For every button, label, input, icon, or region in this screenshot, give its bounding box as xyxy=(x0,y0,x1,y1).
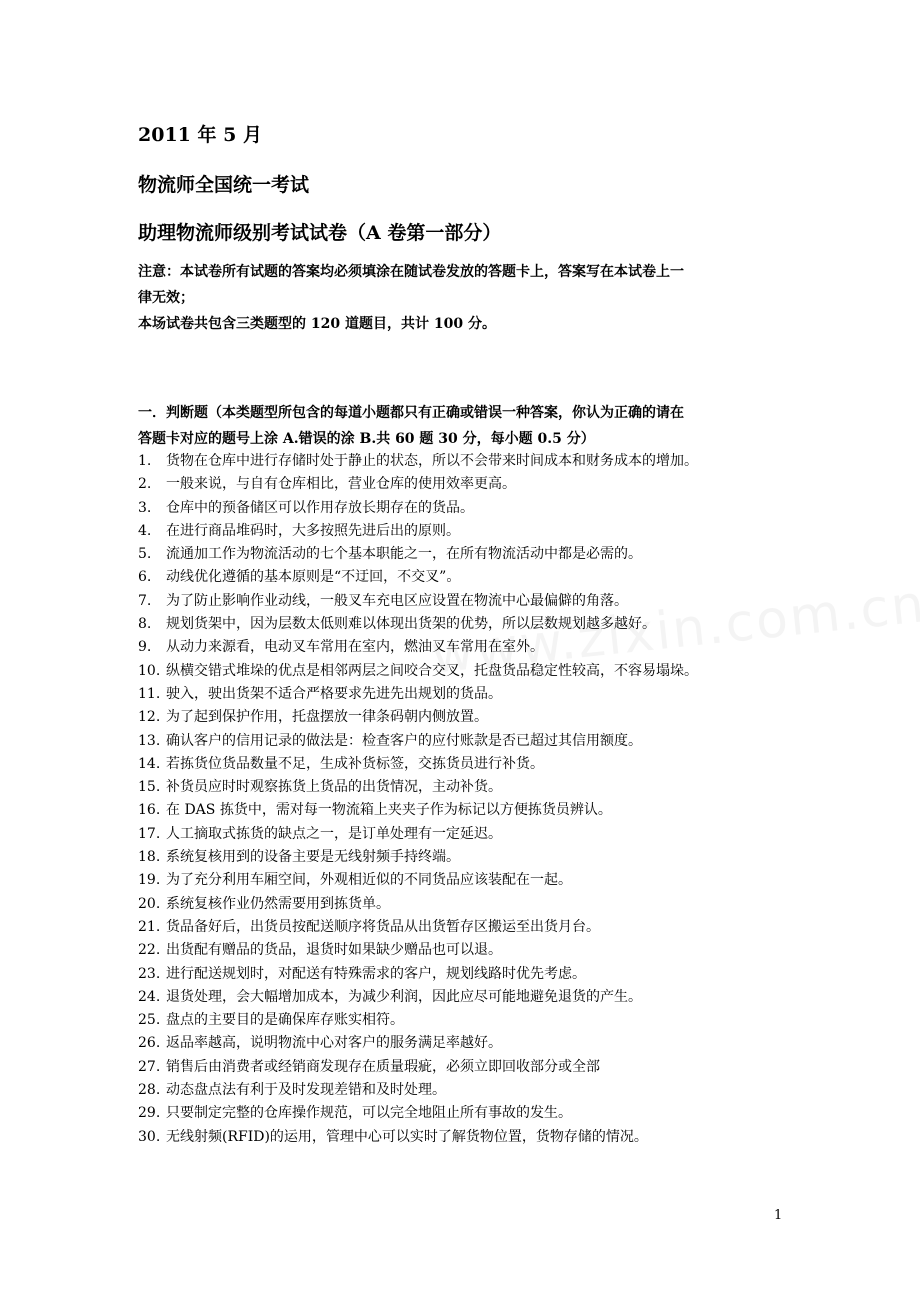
question-item xyxy=(138,1126,798,1149)
question-number: 23. xyxy=(138,965,161,982)
question-item xyxy=(138,963,798,986)
question-item xyxy=(138,566,798,589)
question-number: 10. xyxy=(138,662,161,679)
question-number: 3. xyxy=(138,499,152,516)
question-text: 在 DAS 拣货中，需对每一物流箱上夹夹子作为标记以方便拣货员辨认。 xyxy=(166,802,612,819)
question-text: 从动力来源看，电动叉车常用在室内，燃油叉车常用在室外。 xyxy=(166,639,544,656)
question-item xyxy=(138,846,798,869)
question-number: 4. xyxy=(138,522,152,539)
question-text: 补货员应时时观察拣货上货品的出货情况，主动补货。 xyxy=(166,779,502,796)
question-item xyxy=(138,799,798,822)
question-number: 2. xyxy=(138,476,152,493)
question-item xyxy=(138,1056,798,1079)
question-text: 流通加工作为物流活动的七个基本职能之一，在所有物流活动中都是必需的。 xyxy=(166,546,642,563)
question-number: 15. xyxy=(138,779,161,796)
question-text: 驶入，驶出货架不适合严格要求先进先出规划的货品。 xyxy=(166,685,502,702)
question-number: 27. xyxy=(138,1058,161,1075)
question-text: 仓库中的预备储区可以作用存放长期存在的货品。 xyxy=(166,499,474,516)
exam-name: 物流师全国统一考试 xyxy=(138,174,310,196)
question-item xyxy=(138,916,798,939)
question-number: 30. xyxy=(138,1128,161,1145)
question-number: 19. xyxy=(138,872,161,889)
question-text: 系统复核作业仍然需要用到拣货单。 xyxy=(166,895,390,912)
question-item xyxy=(138,776,798,799)
question-list xyxy=(138,450,798,1149)
question-text: 人工摘取式拣货的缺点之一，是订单处理有一定延迟。 xyxy=(166,825,502,842)
question-number: 29. xyxy=(138,1105,161,1122)
question-item xyxy=(138,520,798,543)
question-item xyxy=(138,753,798,776)
question-text: 系统复核用到的设备主要是无线射频手持终端。 xyxy=(166,849,460,866)
question-item xyxy=(138,613,798,636)
question-number: 12. xyxy=(138,709,161,726)
question-number: 6. xyxy=(138,569,152,586)
section-heading xyxy=(138,400,788,452)
question-item xyxy=(138,1079,798,1102)
notice-line: 律无效； xyxy=(138,290,194,306)
question-number: 26. xyxy=(138,1035,161,1052)
question-text: 进行配送规划时，对配送有特殊需求的客户，规划线路时优先考虑。 xyxy=(166,965,586,982)
question-item xyxy=(138,986,798,1009)
question-item xyxy=(138,590,798,613)
question-item xyxy=(138,683,798,706)
question-item xyxy=(138,823,798,846)
question-text: 出货配有赠品的货品，退货时如果缺少赠品也可以退。 xyxy=(166,942,502,959)
question-number: 11. xyxy=(138,685,161,702)
question-number: 14. xyxy=(138,755,161,772)
question-number: 17. xyxy=(138,825,161,842)
question-text: 为了充分利用车厢空间，外观相近似的不同货品应该装配在一起。 xyxy=(166,872,572,889)
paper-title: 助理物流师级别考试试卷（A 卷第一部分） xyxy=(138,222,502,244)
exam-date: 2011 年 5 月 xyxy=(138,124,262,146)
question-text: 货物在仓库中进行存储时处于静止的状态，所以不会带来时间成本和财务成本的增加。 xyxy=(166,453,698,469)
question-text: 盘点的主要目的是确保库存账实相符。 xyxy=(166,1012,404,1029)
question-item xyxy=(138,543,798,566)
question-text: 纵横交错式堆垛的优点是相邻两层之间咬合交叉，托盘货品稳定性较高，不容易塌垛。 xyxy=(166,662,698,679)
question-text: 若拣货位货品数量不足，生成补货标签，交拣货员进行补货。 xyxy=(166,755,544,772)
question-text: 货品备好后，出货员按配送顺序将货品从出货暂存区搬运至出货月台。 xyxy=(166,918,600,935)
question-text: 动态盘点法有利于及时发现差错和及时处理。 xyxy=(166,1082,446,1099)
page-number: 1 xyxy=(774,1208,783,1223)
question-number: 25. xyxy=(138,1012,161,1029)
question-item xyxy=(138,636,798,659)
question-item xyxy=(138,1102,798,1125)
question-item xyxy=(138,706,798,729)
question-item xyxy=(138,1009,798,1032)
question-item xyxy=(138,893,798,916)
question-text: 在进行商品堆码时，大多按照先进后出的原则。 xyxy=(166,522,460,539)
question-number: 28. xyxy=(138,1082,161,1099)
question-number: 5. xyxy=(138,546,152,563)
question-number: 20. xyxy=(138,895,161,912)
question-text: 动线优化遵循的基本原则是“不迂回，不交叉”。 xyxy=(166,569,461,586)
notice-line: 本场试卷共包含三类题型的 120 道题目，共计 100 分。 xyxy=(138,316,496,332)
question-text: 规划货架中，因为层数太低则难以体现出货架的优势，所以层数规划越多越好。 xyxy=(166,616,656,633)
question-number: 22. xyxy=(138,942,161,959)
question-text: 销售后由消费者或经销商发现存在质量瑕疵，必须立即回收部分或全部 xyxy=(166,1058,600,1075)
question-text: 返品率越高，说明物流中心对客户的服务满足率越好。 xyxy=(166,1035,502,1052)
question-number: 7. xyxy=(138,592,152,609)
question-item xyxy=(138,1032,798,1055)
question-text: 只要制定完整的仓库操作规范，可以完全地阻止所有事故的发生。 xyxy=(166,1105,572,1122)
question-item xyxy=(138,730,798,753)
question-item xyxy=(138,869,798,892)
question-item xyxy=(138,473,798,496)
question-text: 无线射频(RFID)的运用，管理中心可以实时了解货物位置，货物存储的情况。 xyxy=(166,1128,648,1145)
question-text: 退货处理，会大幅增加成本，为减少利润，因此应尽可能地避免退货的产生。 xyxy=(166,988,642,1005)
question-number: 16. xyxy=(138,802,161,819)
question-text: 一般来说，与自有仓库相比，营业仓库的使用效率更高。 xyxy=(166,476,516,493)
question-number: 9. xyxy=(138,639,152,656)
question-item xyxy=(138,939,798,962)
question-number: 24. xyxy=(138,988,161,1005)
question-item xyxy=(138,450,798,473)
question-number: 1. xyxy=(138,453,152,469)
question-number: 8. xyxy=(138,616,152,633)
question-text: 为了起到保护作用，托盘摆放一律条码朝内侧放置。 xyxy=(166,709,488,726)
question-number: 21. xyxy=(138,918,161,935)
question-item xyxy=(138,660,798,683)
question-number: 13. xyxy=(138,732,161,749)
notice-line: 注意：本试卷所有试题的答案均必须填涂在随试卷发放的答题卡上，答案写在本试卷上一 xyxy=(138,264,684,280)
question-text: 为了防止影响作业动线，一般叉车充电区应设置在物流中心最偏僻的角落。 xyxy=(166,592,628,609)
question-item xyxy=(138,497,798,520)
question-number: 18. xyxy=(138,849,161,866)
notice-block xyxy=(138,259,788,337)
section-heading-line: 答题卡对应的题号上涂 A.错误的涂 B.共 60 题 30 分，每小题 0.5 分） xyxy=(138,431,595,447)
question-text: 确认客户的信用记录的做法是：检查客户的应付账款是否已超过其信用额度。 xyxy=(166,732,642,749)
section-heading-line: 一．判断题（本类题型所包含的每道小题都只有正确或错误一种答案，你认为正确的请在 xyxy=(138,405,684,421)
